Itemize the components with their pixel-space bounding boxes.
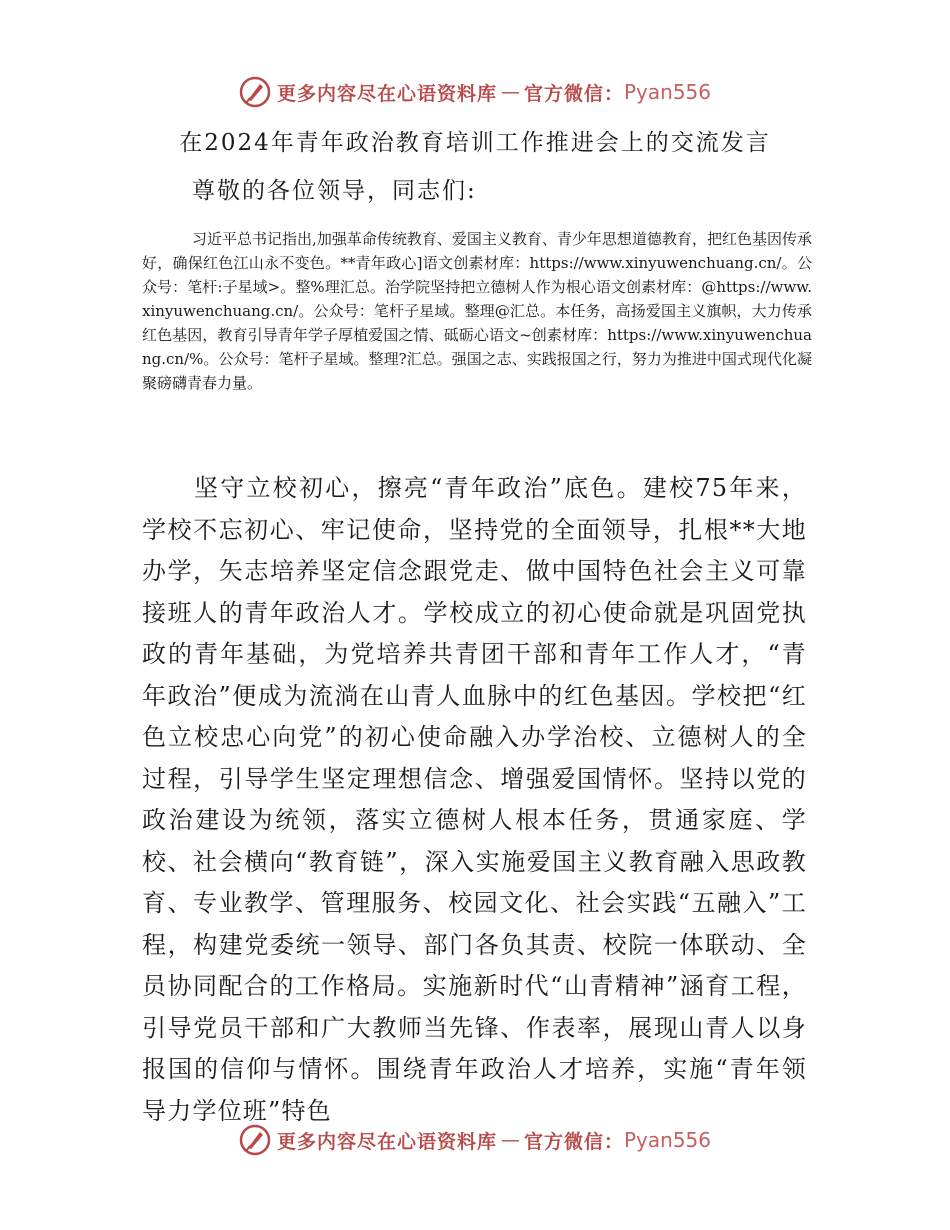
banner-separator: — [500, 81, 520, 103]
banner-official-label: 官方微信： [523, 82, 624, 105]
banner-official-label: 官方微信： [523, 1130, 624, 1153]
quill-logo-icon [239, 76, 271, 108]
quill-logo-icon [239, 1124, 271, 1156]
header-banner [0, 72, 950, 112]
body-paragraph: 坚守立校初心，擦亮“青年政治”底色。建校75年来，学校不忘初心、牢记使命，坚持党的全面领导，扎根**大地办学，矢志培养坚定信念跟党走、做中国特色社会主义可靠接班人的青年政治人才。学校成立的初心使命就是巩固党执政的青年基础，为党培养共青团干部和青年工作人才，“青年政治”便成为流淌在山青人血脉中的红色基因。学校把“红色立校忠心向党”的初心使命融入办学治校、立德树人的全过程，引导学生坚定理想信念、增强爱国情怀。坚持以党的政治建设为统领，落实立德树人根本任务，贯通家庭、学校、社会横向“教育链”，深入实施爱国主义教育融入思政教育、专业教学、管理服务、校园文化、社会实践“五融入”工程，构建党委统一领导、部门各负其责、校院一体联动、全员协同配合的工作格局。实施新时代“山青精神”涵育工程，引导党员干部和广大教师当先锋、作表率，展现山青人以身报国的信仰与情怀。围绕青年政治人才培养，实施“青年领导力学位班”特色 [142, 474, 807, 1125]
banner-text: 更多内容尽在心语资料库 [276, 82, 497, 105]
banner-handle: Pyan556 [624, 80, 712, 104]
intro-note-paragraph: 习近平总书记指出,加强革命传统教育、爱国主义教育、青少年思想道德教育，把红色基因传承好，确保红色江山永不变色。**青年政心]语文创素材库：https://www.xinyuwenchuang.cn/。公众号：笔杆:子星域>。整%理汇总。治学院坚持把立德树人作为根心语文创素材库：@https://www.xinyuwenchuang.cn/。公众号：笔杆子星域。整理@汇总。本任务，高扬爱国主义旗帜，大力传承红色基因，教育引导青年学子厚植爱国之情、砥砺心语文~创素材库：https://www.xinyuwenchuang.cn/%。公众号：笔杆子星域。整理?汇总。强国之志、实践报国之行，努力为推进中国式现代化凝聚磅礴青春力量。 [142, 230, 812, 392]
document-title: 在2024年青年政治教育培训工作推进会上的交流发言 [179, 130, 771, 156]
banner-handle: Pyan556 [624, 1128, 712, 1152]
footer-banner [0, 1120, 950, 1160]
banner-text: 更多内容尽在心语资料库 [276, 1130, 497, 1153]
greeting: 尊敬的各位领导，同志们: [192, 178, 477, 204]
banner-separator: — [500, 1129, 520, 1151]
